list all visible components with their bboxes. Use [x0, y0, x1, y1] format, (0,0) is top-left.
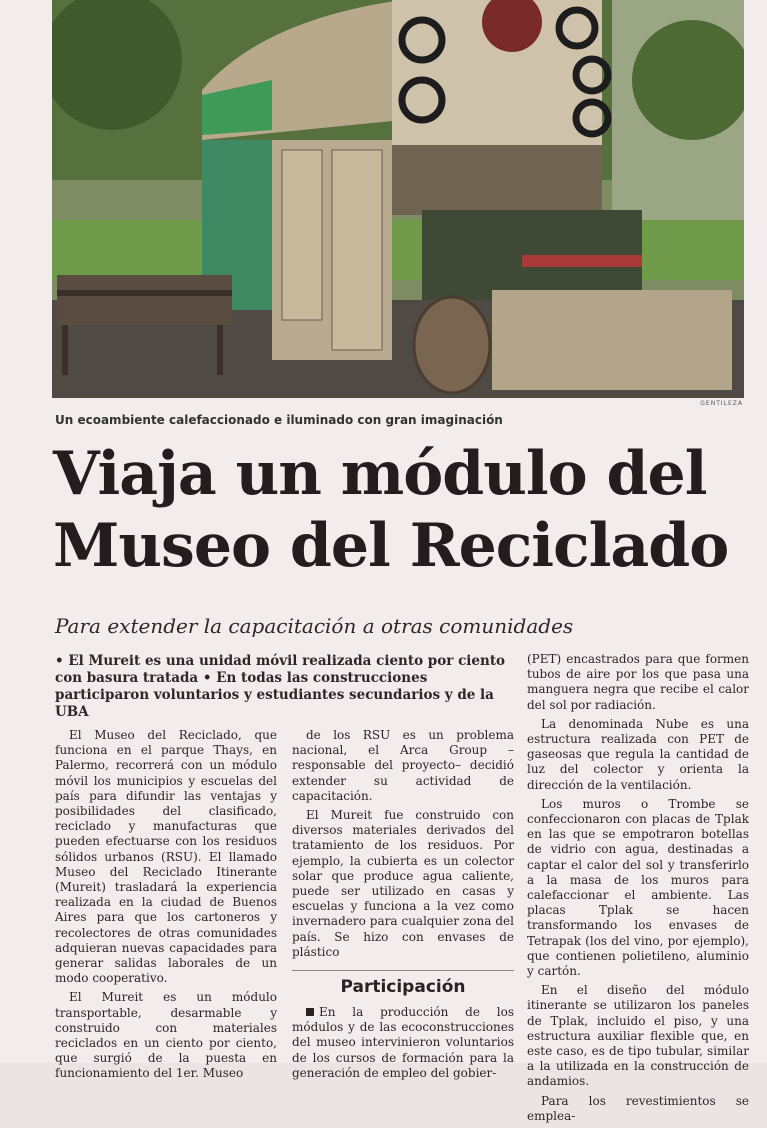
paragraph: En el diseño del módulo itinerante se utilizaron los paneles de Tplak, incluido el piso, y una estructura auxiliar flexible que, en este caso, es de tipo tubular, similar a la utilizada en la construcción de andamios.	[527, 983, 749, 1089]
headline-line-1: Viaja un módulo del	[53, 439, 707, 509]
paragraph: El Mureit fue construido con diversos materiales derivados del tratamiento de los residuos. Por ejemplo, la cubierta es un colector solar que produce agua caliente, puede ser utilizado en casas y escuelas y funciona a la vez como invernadero para cualquier zona del país. Se hizo con envases de plástico	[292, 808, 514, 959]
headline	[53, 438, 743, 582]
subtitle: Para extender la capacitación a otras comunidades	[55, 614, 574, 638]
paragraph: El Museo del Reciclado, que funciona en el parque Thays, en Palermo, recorrerá con un módulo móvil los municipios y escuelas del país para difundir las ventajas y posibilidades del clasificado, reciclado y manufacturas que pueden efectuarse con los residuos sólidos urbanos (RSU). El llamado Museo del Reciclado Itinerante (Mureit) trasladará la experiencia realizada en la ciudad de Buenos Aires para que los cartoneros y recolectores de otras comunidades adquieran nuevas capacidades para generar salidas laborales de un modo cooperativo.	[55, 728, 277, 986]
museum-module-photo	[52, 0, 744, 398]
paragraph: El Mureit es un módulo transportable, desarmable y construido con materiales reciclados en un ciento por ciento, que surgió de la puesta en funcionamiento del 1er. Museo	[55, 990, 277, 1081]
paragraph: (PET) encastrados para que formen tubos de aire por los que pasa una manguera negra que recibe el calor del sol por radiación.	[527, 652, 749, 712]
summary-bullet-1: • El Mureit es una unidad móvil realizada ciento por ciento con basura tratada	[55, 653, 506, 686]
summary-bullets	[55, 653, 515, 721]
paragraph-text: En la producción de los módulos y de las ecoconstrucciones del museo intervinieron voluntarios de los cursos de formación para la generación de empleo del gobier-	[292, 1005, 514, 1080]
article-column-3	[527, 652, 749, 1128]
square-bullet-icon	[306, 1008, 314, 1016]
paragraph: de los RSU es un problema nacional, el Arca Group –responsable del proyecto– decidió extender su actividad de capacitación.	[292, 728, 514, 803]
photo-caption: Un ecoambiente calefaccionado e iluminado con gran imaginación	[55, 413, 503, 427]
paragraph-with-square	[292, 1005, 514, 1081]
headline-line-2: Museo del Reciclado	[53, 511, 729, 581]
article-column-1	[55, 728, 277, 1086]
photo-credit: GENTILEZA	[700, 400, 743, 407]
paragraph: Para los revestimientos se emplea-	[527, 1093, 749, 1123]
paragraph: Los muros o Trombe se confeccionaron con placas de Tplak en las que se empotraron botellas de vidrio con agua, destinadas a captar el calor del sol y transferirlo a la masa de los muros para calefaccionar el ambiente. Las placas Tplak se hacen transformando los envases de Tetrapak (los del vino, por ejemplo), que contienen polietileno, aluminio y cartón.	[527, 796, 749, 979]
photo-illustration	[52, 0, 744, 398]
paragraph: La denominada Nube es una estructura realizada con PET de gaseosas que regula la cantidad de luz del colector y orienta la dirección de la ventilación.	[527, 716, 749, 792]
summary-bullet-2: • En todas las construcciones participaron voluntarios y estudiantes secundarios y de la UBA	[55, 670, 494, 720]
section-heading: Participación	[292, 970, 514, 997]
article-column-2	[292, 728, 514, 1085]
